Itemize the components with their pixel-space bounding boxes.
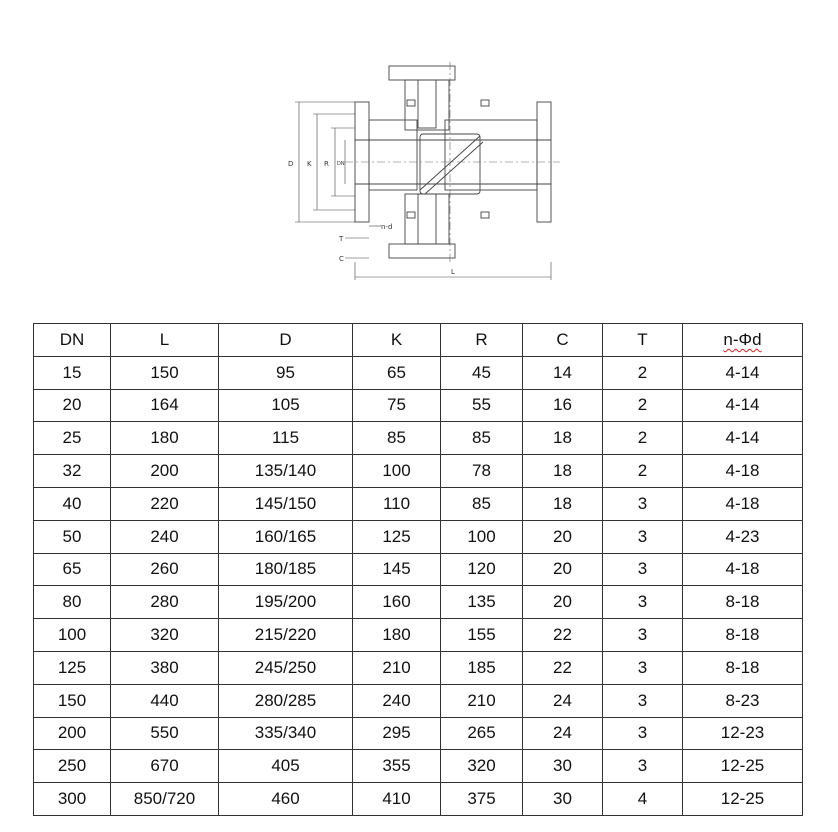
table-cell: 20: [523, 553, 603, 586]
table-cell: 160: [353, 586, 441, 619]
table-cell: 3: [603, 586, 683, 619]
table-cell: 18: [523, 422, 603, 455]
table-cell: 125: [34, 651, 111, 684]
table-cell: 150: [34, 684, 111, 717]
column-header: [441, 324, 523, 357]
table-cell: 295: [353, 717, 441, 750]
column-header: [111, 324, 219, 357]
table-cell: 40: [34, 487, 111, 520]
table-cell: 280/285: [219, 684, 353, 717]
label-R: R: [324, 160, 329, 168]
table-cell: 300: [34, 783, 111, 816]
table-cell: 20: [523, 586, 603, 619]
table-cell: 260: [111, 553, 219, 586]
table-cell: 145: [353, 553, 441, 586]
table-cell: 65: [353, 356, 441, 389]
table-cell: 20: [523, 520, 603, 553]
table-cell: 4-14: [683, 356, 803, 389]
table-cell: 85: [353, 422, 441, 455]
table-cell: 4-18: [683, 553, 803, 586]
table-cell: 4-23: [683, 520, 803, 553]
table-cell: 440: [111, 684, 219, 717]
dimension-table: [33, 323, 803, 816]
table-cell: 3: [603, 684, 683, 717]
table-cell: 335/340: [219, 717, 353, 750]
table-cell: 4-18: [683, 455, 803, 488]
table-cell: 355: [353, 750, 441, 783]
column-header-label: T: [637, 329, 648, 349]
table-cell: 185: [441, 651, 523, 684]
table-cell: 2: [603, 389, 683, 422]
table-row: [34, 389, 803, 422]
table-cell: 3: [603, 619, 683, 652]
table-cell: 155: [441, 619, 523, 652]
column-header: [34, 324, 111, 357]
column-header-label: K: [390, 329, 403, 349]
table-row: [34, 586, 803, 619]
column-header-label: D: [279, 329, 292, 349]
table-cell: 3: [603, 520, 683, 553]
table-cell: 240: [111, 520, 219, 553]
table-cell: 25: [34, 422, 111, 455]
table-cell: 180: [111, 422, 219, 455]
table-cell: 8-23: [683, 684, 803, 717]
table-cell: 280: [111, 586, 219, 619]
table-cell: 4-14: [683, 389, 803, 422]
table-cell: 4-14: [683, 422, 803, 455]
table-cell: 2: [603, 356, 683, 389]
table-cell: 30: [523, 750, 603, 783]
table-row: [34, 422, 803, 455]
table-cell: 670: [111, 750, 219, 783]
table-cell: 100: [34, 619, 111, 652]
table-cell: 4: [603, 783, 683, 816]
table-row: [34, 553, 803, 586]
table-cell: 12-23: [683, 717, 803, 750]
table-cell: 20: [34, 389, 111, 422]
table-cell: 75: [353, 389, 441, 422]
table-cell: 180: [353, 619, 441, 652]
table-cell: 22: [523, 651, 603, 684]
column-header: [219, 324, 353, 357]
table-cell: 135/140: [219, 455, 353, 488]
table-cell: 125: [353, 520, 441, 553]
table-cell: 160/165: [219, 520, 353, 553]
table-cell: 410: [353, 783, 441, 816]
table-cell: 210: [441, 684, 523, 717]
column-header: [523, 324, 603, 357]
table-cell: 150: [111, 356, 219, 389]
table-cell: 100: [353, 455, 441, 488]
table-cell: 24: [523, 684, 603, 717]
table-cell: 135: [441, 586, 523, 619]
table-row: [34, 651, 803, 684]
table-cell: 32: [34, 455, 111, 488]
table-cell: 78: [441, 455, 523, 488]
column-header-label: R: [475, 329, 488, 349]
table-cell: 8-18: [683, 619, 803, 652]
table-cell: 215/220: [219, 619, 353, 652]
table-cell: 180/185: [219, 553, 353, 586]
column-header: [683, 324, 803, 357]
table-cell: 3: [603, 651, 683, 684]
table-cell: 65: [34, 553, 111, 586]
table-cell: 8-18: [683, 586, 803, 619]
table-cell: 15: [34, 356, 111, 389]
table-cell: 55: [441, 389, 523, 422]
table-cell: 24: [523, 717, 603, 750]
table-cell: 850/720: [111, 783, 219, 816]
column-header-label: DN: [59, 329, 85, 349]
table-cell: 200: [111, 455, 219, 488]
table-cell: 85: [441, 422, 523, 455]
table-cell: 80: [34, 586, 111, 619]
label-T: T: [339, 235, 344, 243]
table-cell: 95: [219, 356, 353, 389]
table-cell: 405: [219, 750, 353, 783]
column-header-label: n-Φd: [723, 329, 762, 349]
table-cell: 375: [441, 783, 523, 816]
table-cell: 12-25: [683, 783, 803, 816]
column-header-label: C: [556, 329, 569, 349]
table-cell: 110: [353, 487, 441, 520]
table-cell: 460: [219, 783, 353, 816]
table-cell: 4-18: [683, 487, 803, 520]
table-cell: 245/250: [219, 651, 353, 684]
table-cell: 8-18: [683, 651, 803, 684]
table-cell: 85: [441, 487, 523, 520]
table-cell: 320: [441, 750, 523, 783]
column-header: [603, 324, 683, 357]
table-row: [34, 750, 803, 783]
label-C: C: [339, 255, 344, 263]
table-cell: 265: [441, 717, 523, 750]
table-cell: 220: [111, 487, 219, 520]
table-cell: 164: [111, 389, 219, 422]
label-K: K: [307, 160, 312, 168]
table-cell: 210: [353, 651, 441, 684]
table-cell: 2: [603, 422, 683, 455]
table-cell: 100: [441, 520, 523, 553]
label-DN: DN: [337, 161, 345, 167]
table-row: [34, 487, 803, 520]
table-cell: 380: [111, 651, 219, 684]
table-row: [34, 455, 803, 488]
column-header-label: L: [159, 329, 170, 349]
table-cell: 3: [603, 717, 683, 750]
table-cell: 22: [523, 619, 603, 652]
table-cell: 3: [603, 553, 683, 586]
table-row: [34, 356, 803, 389]
table-row: [34, 783, 803, 816]
table-cell: 18: [523, 455, 603, 488]
table-cell: 105: [219, 389, 353, 422]
table-cell: 45: [441, 356, 523, 389]
label-D: D: [288, 160, 294, 168]
column-header: [353, 324, 441, 357]
valve-cross-section-drawing: [285, 62, 565, 284]
table-cell: 120: [441, 553, 523, 586]
table-row: [34, 619, 803, 652]
table-row: [34, 520, 803, 553]
table-cell: 3: [603, 750, 683, 783]
table-cell: 200: [34, 717, 111, 750]
table-cell: 195/200: [219, 586, 353, 619]
table-cell: 145/150: [219, 487, 353, 520]
table-row: [34, 717, 803, 750]
table-cell: 16: [523, 389, 603, 422]
label-L: L: [451, 268, 455, 276]
label-n-d: n-d: [381, 223, 393, 231]
table-cell: 14: [523, 356, 603, 389]
table-cell: 50: [34, 520, 111, 553]
table-cell: 3: [603, 487, 683, 520]
table-cell: 12-25: [683, 750, 803, 783]
table-header-row: [34, 324, 803, 357]
table-cell: 18: [523, 487, 603, 520]
table-cell: 550: [111, 717, 219, 750]
table-cell: 30: [523, 783, 603, 816]
table-cell: 115: [219, 422, 353, 455]
table-row: [34, 684, 803, 717]
table-cell: 320: [111, 619, 219, 652]
table-cell: 2: [603, 455, 683, 488]
table-cell: 240: [353, 684, 441, 717]
table-cell: 250: [34, 750, 111, 783]
